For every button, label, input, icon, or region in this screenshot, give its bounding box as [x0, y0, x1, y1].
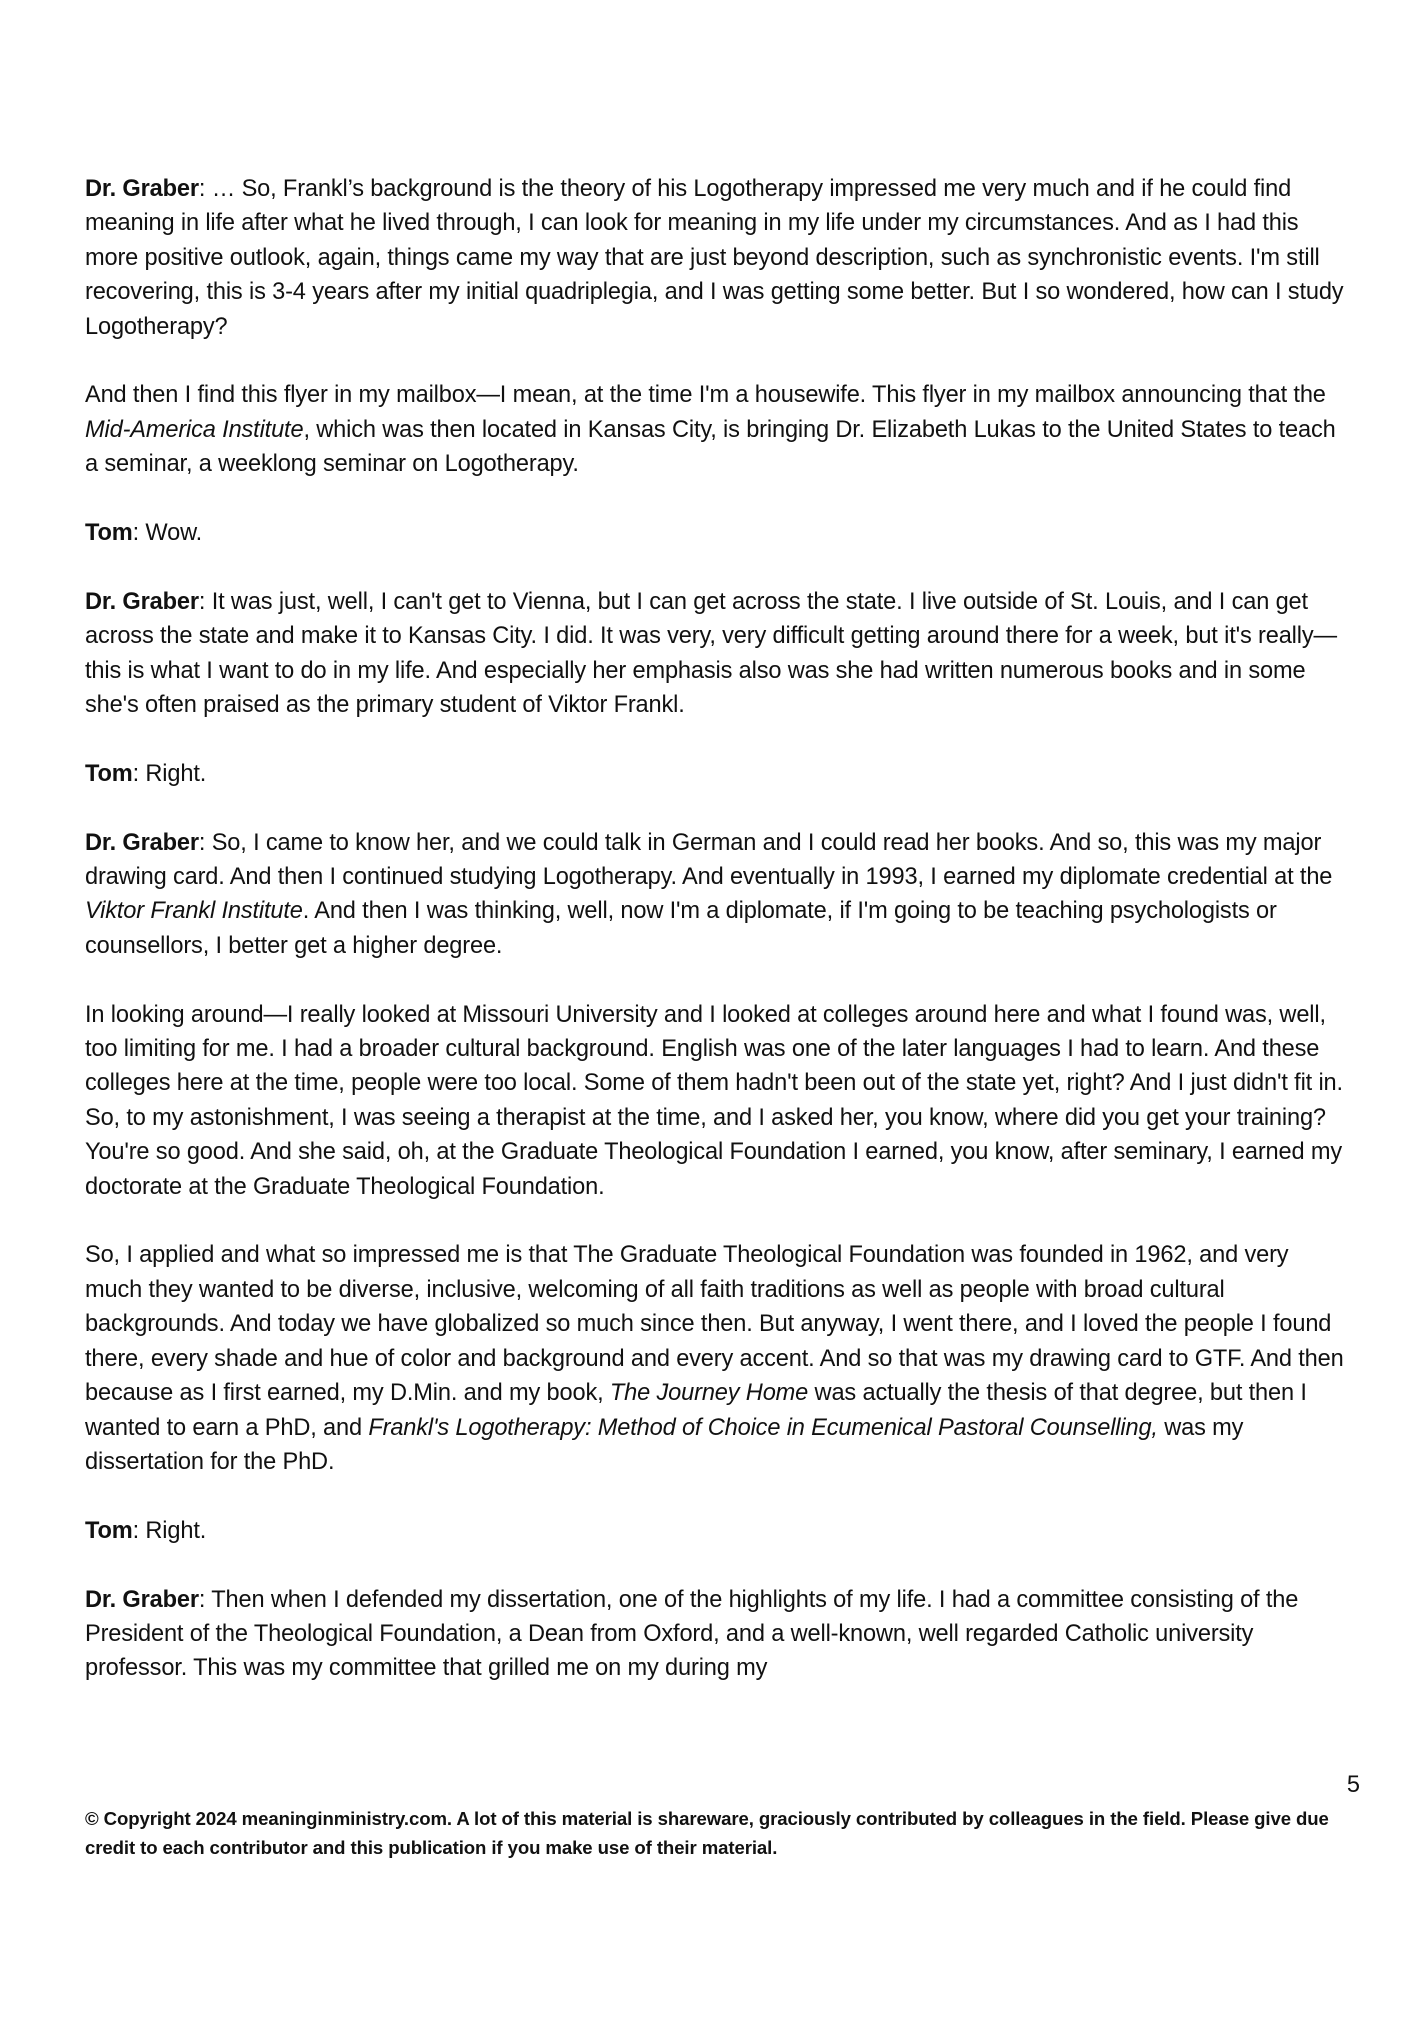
dialogue-paragraph — [85, 172, 1347, 344]
paragraph-text: : Right. — [132, 1517, 207, 1544]
paragraph-text: And then I find this flyer in my mailbox—I mean, at the time I'm a housewife. This flyer in my mailbox announcing that the — [85, 382, 1326, 409]
paragraph-text: : So, I came to know her, and we could talk in German and I could read her books. And so, this was my major drawing card. And then I continued studying Logotherapy. And eventually in 1993, I earned my diplomate credential at the — [85, 829, 1333, 891]
speaker-name: Tom — [85, 760, 133, 787]
italic-title: Viktor Frankl Institute — [85, 898, 303, 925]
paragraph-text: : It was just, well, I can't get to Vienna, but I can get across the state. I live outside of St. Louis, and I can get across the state and make it to Kansas City. I did. It was very, very difficult getting around there for a week, but it's really—this is what I want to do in my life. And especially her emphasis also was she had written numerous books and in some she's often praised as the primary student of Viktor Frankl. — [85, 588, 1337, 719]
speaker-name: Dr. Graber — [85, 829, 199, 856]
paragraph-text: So, I applied and what so impressed me is that The Graduate Theological Foundation was founded in 1962, and very much they wanted to be diverse, inclusive, welcoming of all faith traditions as well as people with broad cultural backgrounds. And today we have globalized so much since then. But anyway, I went there, and I loved the people I found there, every shade and hue of color and background and every accent. And so that was my drawing card to GTF. And then because as I first earned, my D.Min. and my book, — [85, 1242, 1344, 1407]
narrative-paragraph — [85, 998, 1347, 1204]
dialogue-paragraph — [85, 826, 1347, 964]
transcript-body — [85, 172, 1347, 1686]
paragraph-text: : Right. — [132, 760, 207, 787]
dialogue-paragraph — [85, 757, 1347, 791]
dialogue-paragraph — [85, 585, 1347, 723]
paragraph-text: : Wow. — [132, 520, 203, 547]
paragraph-text: : Then when I defended my dissertation, one of the highlights of my life. I had a committee consisting of the President of the Theological Foundation, a Dean from Oxford, and a well-known, well regarded Catholic university professor. This was my committee that grilled me on my during my — [85, 1586, 1299, 1682]
speaker-name: Dr. Graber — [85, 1586, 199, 1613]
speaker-name: Tom — [85, 1517, 133, 1544]
paragraph-text: was my dissertation for the PhD. — [85, 1414, 1244, 1475]
speaker-name: Dr. Graber — [85, 588, 199, 615]
paragraph-text: In looking around—I really looked at Missouri University and I looked at colleges around here and what I found was, well, too limiting for me. I had a broader cultural background. English was one of the later languages I had to learn. And these colleges here at the time, people were too local. Some of them hadn't been out of the state yet, right? And I just didn't fit in. So, to my astonishment, I was seeing a therapist at the time, and I asked her, you know, where did you get your training? You're so good. And she said, oh, at the Graduate Theological Foundation I earned, you know, after seminary, I earned my doctorate at the Graduate Theological Foundation. — [85, 1001, 1343, 1200]
italic-title: The Journey Home — [609, 1380, 809, 1407]
paragraph-text: : … So, Frankl’s background is the theory of his Logotherapy impressed me very much and if he could find meaning in life after what he lived through, I can look for meaning in my life under my circumstances. And as I had this more positive outlook, again, things came my way that are just beyond description, such as synchronistic events. I'm still recovering, this is 3-4 years after my initial quadriplegia, and I was getting some better. But I so wondered, how can I study Logotherapy? — [85, 176, 1344, 340]
italic-title: Frankl's Logotherapy: Method of Choice in Ecumenical Pastoral Counselling, — [368, 1414, 1158, 1441]
dialogue-paragraph — [85, 1514, 1347, 1548]
paragraph-text: was actually the thesis of that degree, but then I wanted to earn a PhD, and — [85, 1380, 1307, 1441]
paragraph-text: , which was then located in Kansas City, is bringing Dr. Elizabeth Lukas to the United States to teach a seminar, a weeklong seminar on Logotherapy. — [85, 416, 1336, 478]
narrative-paragraph — [85, 378, 1347, 481]
page-number: 5 — [1346, 1772, 1360, 1798]
speaker-name: Dr. Graber — [85, 176, 199, 202]
italic-title: Mid-America Institute — [85, 416, 304, 443]
paragraph-text: . And then I was thinking, well, now I'm a diplomate, if I'm going to be teaching psychologists or counsellors, I better get a higher degree. — [85, 898, 1277, 959]
dialogue-paragraph — [85, 516, 1347, 550]
dialogue-paragraph — [85, 1583, 1347, 1686]
narrative-paragraph — [85, 1238, 1347, 1479]
speaker-name: Tom — [85, 520, 133, 547]
copyright-footer: © Copyright 2024 meaninginministry.com. A lot of this material is shareware, graciously contributed by colleagues in the field. Please give due credit to each contributor and this publication if you make use of their material. — [85, 1808, 1329, 1858]
